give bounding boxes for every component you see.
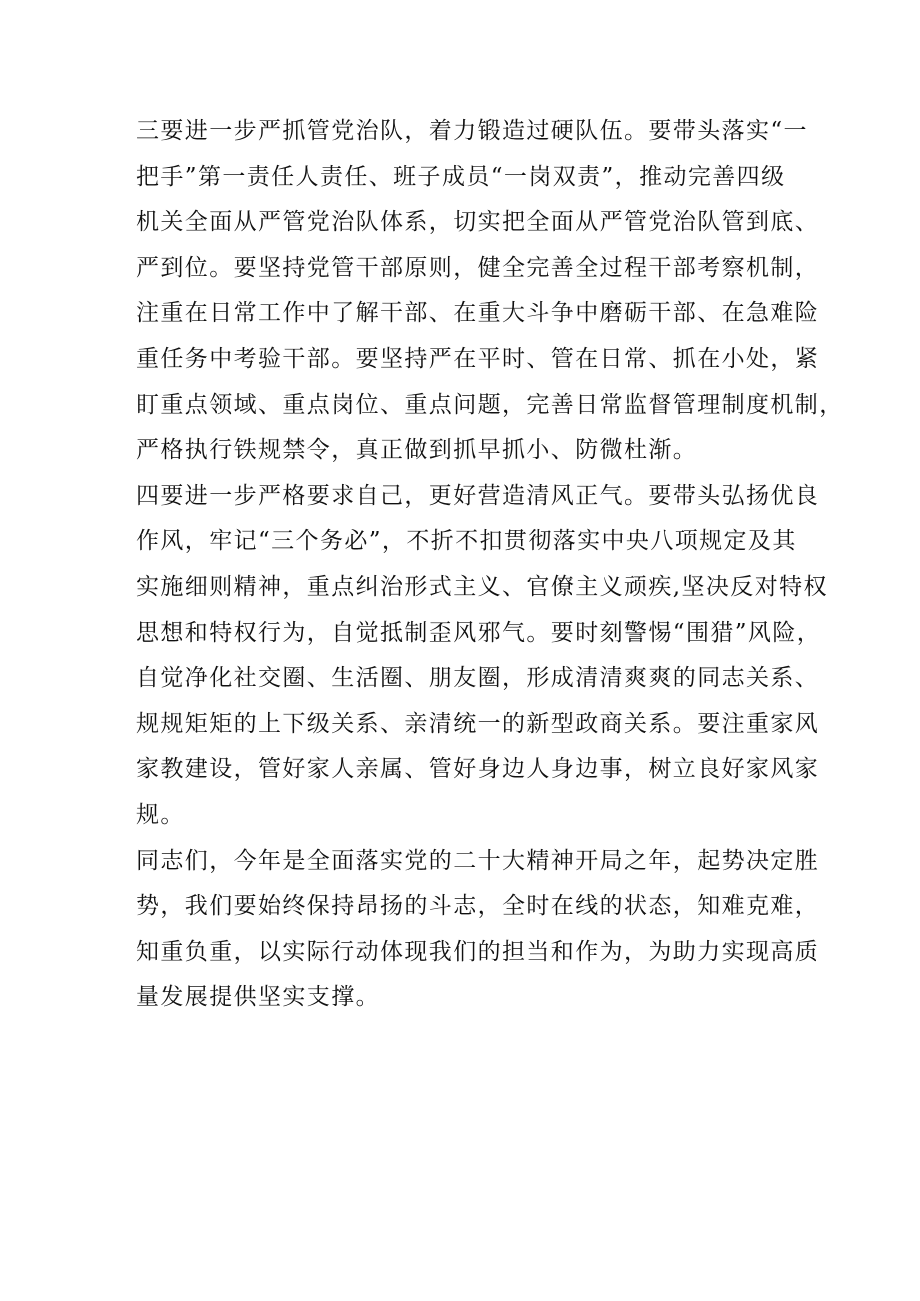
- text-line: 三要进一步严抓管党治队，着力锻造过硬队伍。要带头落实“一: [136, 118, 808, 144]
- text-line: 规。: [136, 801, 185, 828]
- document-body: [136, 109, 844, 1021]
- text-line: 机关全面从严管党治队体系，切实把全面从严管党治队管到底、: [136, 209, 820, 236]
- text-line: 盯重点领域、重点岗位、重点问题，完善日常监督管理制度机制，: [136, 391, 844, 418]
- text-line: 注重在日常工作中了解干部、在重大斗争中磨砺干部、在急难险: [136, 300, 820, 327]
- text-line: 家教建设，管好家人亲属、管好身边人身边事，树立良好家风家: [136, 756, 820, 783]
- text-line: 量发展提供坚实支撑。: [136, 984, 380, 1011]
- text-line: 规规矩矩的上下级关系、亲清统一的新型政商关系。要注重家风: [136, 710, 820, 737]
- text-line: 重任务中考验干部。要坚持严在平时、管在日常、抓在小处，紧: [136, 345, 820, 372]
- text-line: 把手”第一责任人责任、班子成员“一岗双责”，推动完善四级: [136, 163, 786, 190]
- paragraph-1: [136, 109, 844, 474]
- text-line: 严格执行铁规禁令，真正做到抓早抓小、防微杜渐。: [136, 437, 698, 464]
- text-line: 作风，牢记“三个务必”，不折不扣贯彻落实中央八项规定及其: [136, 528, 797, 555]
- text-line: 思想和特权行为，自觉抵制歪风邪气。要时刻警惕“围猎”风险，: [136, 619, 822, 646]
- text-line: 严到位。要坚持党管干部原则，健全完善全过程干部考察机制，: [136, 254, 820, 281]
- paragraph-3: [136, 839, 820, 1021]
- paragraph-2: [136, 474, 828, 839]
- text-line: 知重负重，以实际行动体现我们的担当和作为，为助力实现高质: [136, 938, 820, 965]
- text-line: 自觉净化社交圈、生活圈、朋友圈，形成清清爽爽的同志关系、: [136, 665, 820, 692]
- text-line: 实施细则精神，重点纠治形式主义、官僚主义顽疾,坚决反对特权: [136, 573, 828, 600]
- text-line: 四要进一步严格要求自己，更好营造清风正气。要带头弘扬优良: [136, 482, 820, 509]
- text-line: 势，我们要始终保持昂扬的斗志，全时在线的状态，知难克难，: [136, 893, 820, 920]
- text-line: 同志们，今年是全面落实党的二十大精神开局之年，起势决定胜: [136, 847, 820, 874]
